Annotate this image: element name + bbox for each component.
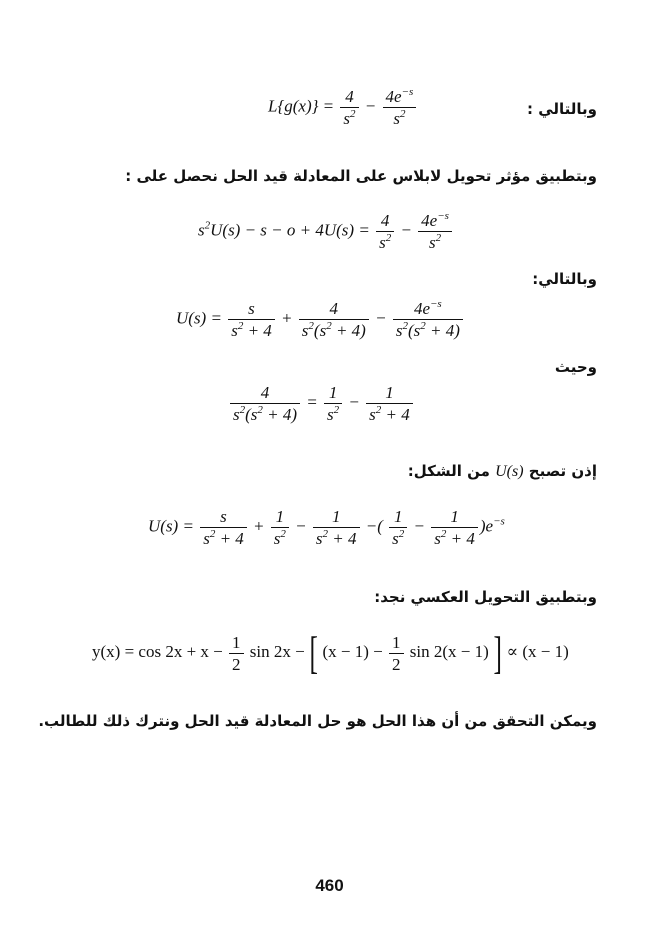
text-therefore-2: وبالتالي: — [532, 270, 597, 288]
left-bracket: [ — [309, 627, 318, 678]
equation-transformed: $s^2U(s) - s - o + 4U(s)$ = $\frac{4}{s^2}$ − $\frac{4e^{-s}}{s^2}$ — [198, 212, 454, 251]
frac-4e-over-s2: $\frac{4e^{-s}}{s^2}$ — [383, 88, 417, 127]
text-apply-laplace: وبتطبيق مؤثر تحويل لابلاس على المعادلة قيد الحل نحصل على : — [125, 167, 597, 185]
equation-laplace-g: L{g(x)} = $\frac{4}{s^2}$ − $\frac{4e^{-s}}{s^2}$ — [268, 88, 418, 127]
text-inverse-transform: وبتطبيق التحويل العكسي نجد: — [374, 588, 597, 606]
equation-U-s-expanded: U(s) = $\frac{s}{s^2 + 4}$ + $\frac{1}{s^2}$ − $\frac{1}{s^2 + 4}$ −( $\frac{1}{s^2}$ − $\frac{1}{s^2 + 4}$ )$e^{-s}$ — [148, 507, 505, 548]
text-so-U-becomes: إذن تصبح U(s) من الشكل: — [407, 462, 597, 480]
eq-lhs: L{g(x)} = — [268, 96, 335, 116]
equation-partial-fraction: $\frac{4}{s^2(s^2 + 4)}$ = $\frac{1}{s^2}$ − $\frac{1}{s^2 + 4}$ — [228, 384, 415, 423]
frac-4-over-s2: $\frac{4}{s^2}$ — [340, 88, 358, 127]
right-bracket: ] — [493, 627, 502, 678]
equation-U-s: U(s) = $\frac{s}{s^2 + 4}$ + $\frac{4}{s^2(s^2 + 4)}$ − $\frac{4e^{-s}}{s^2(s^2 + 4)}$ — [176, 300, 465, 339]
page-number: 460 — [315, 876, 344, 895]
text-where: وحيث — [554, 358, 597, 376]
text-verification: ويمكن التحقق من أن هذا الحل هو حل المعادلة قيد الحل ونترك ذلك للطالب. — [38, 712, 597, 730]
equation-solution-y: y(x) = cos 2x + x − $\frac{1}{2}$ sin 2x − [ (x − 1) − $\frac{1}{2}$ sin 2(x − 1) ] ∝ (x − 1) — [92, 627, 569, 678]
text-therefore-1: وبالتالي : — [526, 100, 597, 118]
